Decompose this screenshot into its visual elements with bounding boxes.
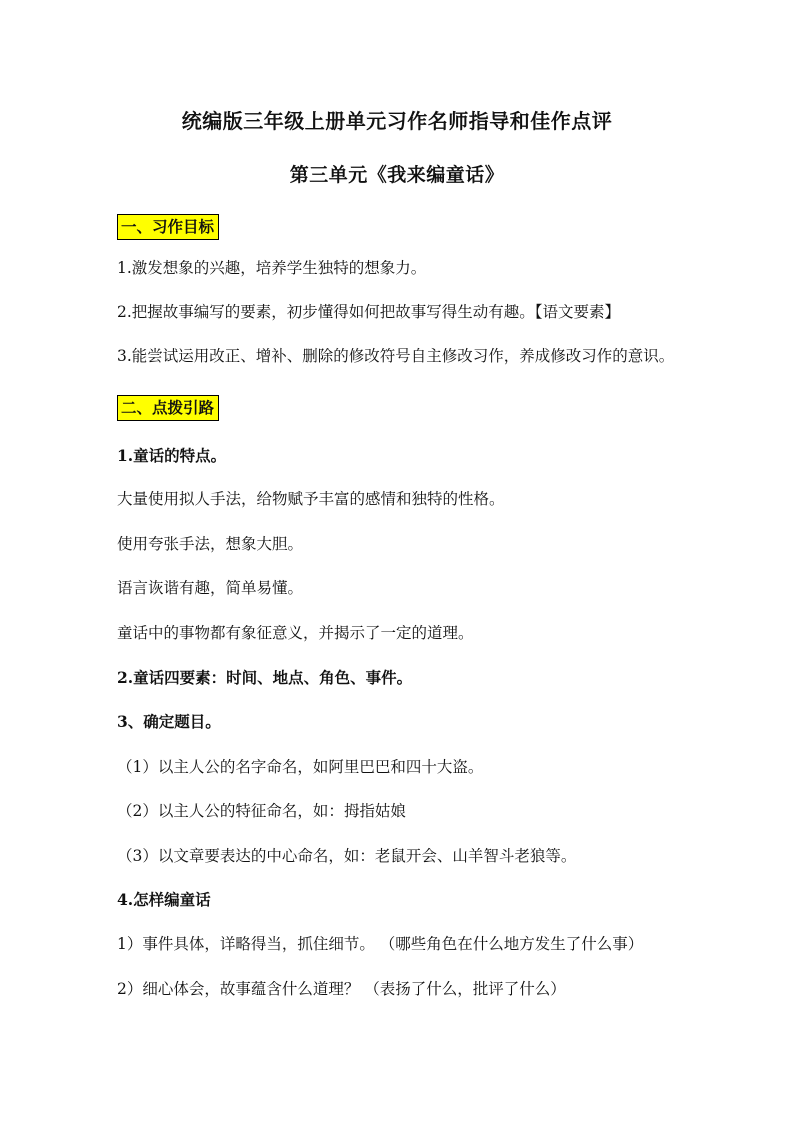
guidance-item: （3）以文章要表达的中心命名，如：老鼠开会、山羊智斗老狼等。 [117, 847, 577, 865]
goal-item: 1.激发想象的兴趣，培养学生独特的想象力。 [117, 259, 427, 277]
guidance-item: 1）事件具体，详略得当，抓住细节。 （哪些角色在什么地方发生了什么事） [117, 935, 644, 953]
guidance-item: （2）以主人公的特征命名，如：拇指姑娘 [117, 802, 406, 820]
goal-item: 2.把握故事编写的要素，初步懂得如何把故事写得生动有趣。【语文要素】 [117, 303, 621, 321]
goal-item: 3.能尝试运用改正、增补、删除的修改符号自主修改习作，养成修改习作的意识。 [117, 347, 675, 365]
guidance-item: 使用夸张手法，想象大胆。 [117, 535, 304, 553]
guidance-item: 2）细心体会，故事蕴含什么道理？ （表扬了什么，批评了什么） [117, 980, 566, 998]
guidance-item: 大量使用拟人手法，给物赋予丰富的感情和独特的性格。 [117, 490, 505, 508]
document-title: 统编版三年级上册单元习作名师指导和佳作点评 [181, 109, 613, 133]
guidance-subheading: 2.童话四要素：时间、地点、角色、事件。 [117, 668, 413, 687]
guidance-item: （1）以主人公的名字命名，如阿里巴巴和四十大盗。 [117, 758, 484, 776]
guidance-item: 语言诙谐有趣，简单易懂。 [117, 579, 304, 597]
guidance-item: 童话中的事物都有象征意义，并揭示了一定的道理。 [117, 624, 474, 642]
document-subtitle: 第三单元《我来编童话》 [289, 164, 505, 186]
section-heading-guidance: 二、点拨引路 [117, 395, 219, 421]
section-heading-goals: 一、习作目标 [117, 214, 219, 240]
guidance-subheading: 3、确定题目。 [117, 712, 221, 731]
guidance-subheading: 4.怎样编童话 [117, 890, 211, 909]
guidance-subheading: 1.童话的特点。 [117, 446, 227, 465]
